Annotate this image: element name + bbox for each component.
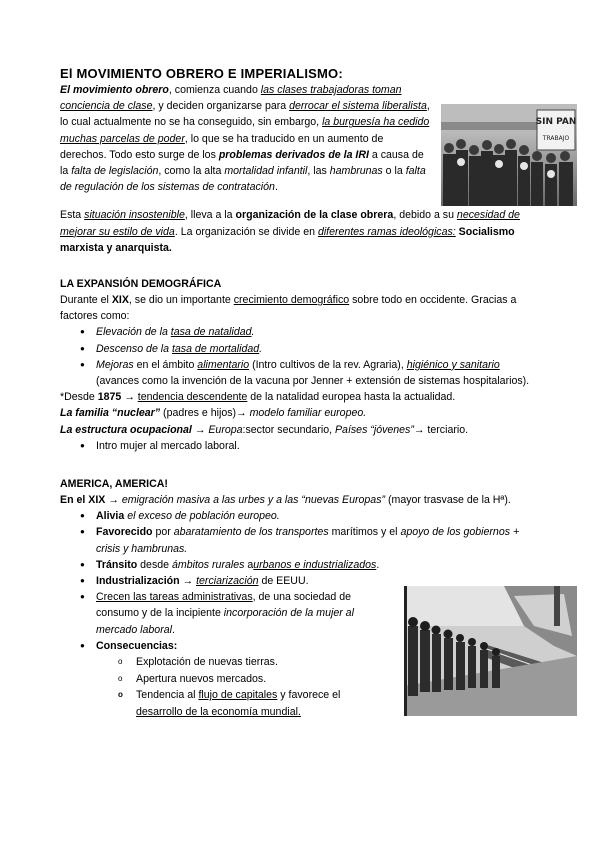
item-text: apoyo de los gobiernos + crisis y hambrunas. bbox=[96, 526, 520, 555]
item-text: higiénico y sanitario bbox=[406, 358, 500, 371]
para-text: XIX bbox=[111, 294, 129, 307]
item-text: Alivia bbox=[96, 510, 125, 523]
para-text: , se dio un importante bbox=[128, 294, 234, 307]
port-illustration bbox=[404, 586, 577, 716]
note-text: Europa bbox=[208, 423, 243, 436]
item-text: (Intro cultivos de la rev. Agraria), bbox=[249, 358, 407, 371]
note-text: → bbox=[191, 423, 209, 436]
note-estructura bbox=[60, 422, 542, 438]
para-text: organización de la clase obrera bbox=[235, 209, 394, 222]
item-text: terciarización bbox=[196, 575, 259, 588]
item-text: desde bbox=[137, 558, 172, 571]
item-text: Favorecido bbox=[96, 526, 153, 539]
intro-text: , como la alta bbox=[158, 165, 225, 178]
note-text: La familia “nuclear” bbox=[60, 407, 161, 420]
intro-text: , las bbox=[307, 165, 330, 178]
intro-text: El movimiento obrero bbox=[60, 84, 169, 96]
list-item bbox=[80, 508, 542, 524]
intro-text: , lo que se ha traducido en un aumento de derechos. Todo esto surge de los bbox=[60, 132, 384, 161]
item-text: abaratamiento de los transportes bbox=[173, 526, 329, 539]
item-text: de EEUU. bbox=[258, 575, 309, 588]
note-text: tendencia descendente bbox=[137, 391, 248, 404]
note-text: → terciario. bbox=[413, 423, 469, 436]
item-text: por bbox=[152, 526, 174, 539]
item-text: . bbox=[376, 558, 380, 571]
list-item bbox=[80, 524, 542, 556]
demografia-paragraph bbox=[60, 292, 542, 324]
item-text: Crecen las tareas administrativas bbox=[96, 591, 253, 604]
item-text: flujo de capitales bbox=[198, 689, 278, 702]
para-text: Durante el bbox=[60, 294, 112, 307]
item-text: . bbox=[251, 326, 255, 339]
note-text: de la natalidad europea hasta la actualidad. bbox=[247, 391, 456, 404]
para-text: → bbox=[105, 494, 122, 507]
para-text: necesidad de mejorar su estilo de vida bbox=[60, 209, 520, 238]
item-text: Mejoras bbox=[96, 358, 134, 371]
item-text: Consecuencias: bbox=[96, 639, 178, 652]
sub-list-item: o Apertura nuevos mercados. bbox=[118, 671, 542, 688]
item-text: tasa de mortalidad bbox=[171, 342, 260, 355]
sign-text: TRABAJO bbox=[542, 135, 570, 142]
item-text: → bbox=[179, 575, 197, 588]
intro-text: , lo cual actualmente no se ha conseguido, sin embargo, bbox=[60, 100, 430, 129]
note-text: *Desde bbox=[60, 391, 98, 404]
list-item bbox=[80, 589, 366, 638]
item-text: alimentario bbox=[197, 358, 250, 371]
intro-text: las clases trabajadoras toman conciencia de clase bbox=[60, 84, 402, 113]
item-text: y favorece el bbox=[277, 689, 341, 702]
item-text: , de una sociedad de consumo y de la incipiente bbox=[96, 591, 351, 620]
note-text: 1875 bbox=[97, 391, 122, 404]
item-text: Industrialización bbox=[96, 575, 180, 588]
item-text: urbanos e industrializados bbox=[253, 558, 377, 571]
intro-text: problemas derivados de la IRI bbox=[218, 148, 369, 161]
para-text: . La organización se divide en bbox=[174, 225, 318, 238]
item-text: (avances como la invención de la vacuna por Jenner + extensión de sistemas hospitalarios). bbox=[96, 375, 530, 388]
para-text: , lleva a la bbox=[184, 209, 236, 222]
item-text: Tránsito bbox=[96, 558, 138, 571]
item-text: . bbox=[171, 623, 175, 636]
intro-paragraph bbox=[60, 82, 430, 195]
sub-list-item bbox=[118, 687, 376, 720]
sign-text: SIN PAN bbox=[535, 117, 577, 127]
intro-text: la burguesía ha cedido muchas parcelas de poder bbox=[60, 116, 430, 145]
para-text: emigración masiva a las urbes y a las “nuevas Europas” bbox=[121, 494, 386, 507]
item-text: Tendencia al bbox=[136, 689, 199, 702]
para-text: , debido a su bbox=[393, 209, 457, 222]
note-natalidad bbox=[60, 389, 542, 405]
note-text: Países “jóvenes” bbox=[334, 423, 414, 436]
note-text: :sector secundario, bbox=[242, 423, 335, 436]
section-heading-america: AMERICA, AMERICA! bbox=[60, 478, 168, 491]
intro-text: , y deciden organizarse para bbox=[152, 100, 290, 113]
protest-illustration bbox=[441, 104, 577, 206]
intro-text: mortalidad infantil bbox=[224, 165, 308, 178]
para-text: Esta bbox=[60, 209, 85, 222]
section-heading-demografia: LA EXPANSIÓN DEMOGRÁFICA bbox=[60, 278, 222, 291]
list-item: ● Intro mujer al mercado laboral. bbox=[80, 438, 542, 454]
intro-text: , comienza cuando bbox=[168, 84, 261, 96]
sub-list-item: o Explotación de nuevas tierras. bbox=[118, 654, 542, 671]
emigrants-port-photo bbox=[404, 586, 577, 716]
list-item bbox=[80, 341, 542, 357]
intro-text: . bbox=[274, 181, 278, 194]
item-text: en el ámbito bbox=[133, 358, 198, 371]
item-text: marítimos y el bbox=[328, 526, 401, 539]
item-text: . bbox=[259, 342, 263, 355]
page-title: El MOVIMIENTO OBRERO E IMPERIALISMO: bbox=[60, 66, 343, 81]
list-item bbox=[80, 557, 542, 573]
note-familia bbox=[60, 405, 542, 421]
america-paragraph bbox=[60, 492, 542, 508]
organization-paragraph bbox=[60, 207, 530, 256]
workers-protest-photo bbox=[441, 104, 577, 206]
para-text: Socialismo marxista y anarquista. bbox=[60, 225, 515, 254]
list-item bbox=[80, 357, 542, 389]
item-text: desarrollo de la economía mundial. bbox=[136, 705, 301, 718]
note-text: La estructura ocupacional bbox=[60, 423, 192, 436]
intro-text: derrocar el sistema liberalista bbox=[289, 100, 427, 113]
para-text: En el XIX bbox=[60, 494, 106, 507]
item-text: incorporación de la mujer al mercado laboral bbox=[96, 607, 354, 636]
intro-text: a causa de la bbox=[60, 148, 424, 178]
para-text: situación insostenible bbox=[84, 209, 185, 222]
intro-text: falta de regulación de los sistemas de contratación bbox=[60, 165, 426, 194]
item-text: tasa de natalidad bbox=[170, 326, 252, 339]
para-text: (mayor trasvase de la Hª). bbox=[385, 494, 511, 507]
para-text: crecimiento demográfico bbox=[233, 294, 350, 307]
demografia-factors-list bbox=[60, 324, 542, 389]
para-text: diferentes ramas ideológicas: bbox=[317, 225, 456, 238]
note-text: modelo familiar europeo. bbox=[249, 407, 367, 420]
item-text: ámbitos rurales bbox=[171, 558, 245, 571]
note-text: → bbox=[121, 391, 138, 404]
list-item bbox=[80, 324, 542, 340]
item-text: el exceso de población europeo. bbox=[124, 510, 280, 523]
intro-text: hambrunas bbox=[329, 165, 383, 178]
item-text: a bbox=[244, 558, 254, 571]
para-text: sobre todo en occidente. Gracias a factores como: bbox=[60, 294, 517, 323]
demografia-extra-list bbox=[60, 438, 542, 454]
item-text: Elevación de la bbox=[96, 326, 171, 339]
item-text: Descenso de la bbox=[96, 342, 172, 355]
intro-text: o la bbox=[382, 165, 406, 178]
intro-text: falta de legislación bbox=[71, 165, 159, 178]
note-text: (padres e hijos)→ bbox=[160, 407, 250, 420]
